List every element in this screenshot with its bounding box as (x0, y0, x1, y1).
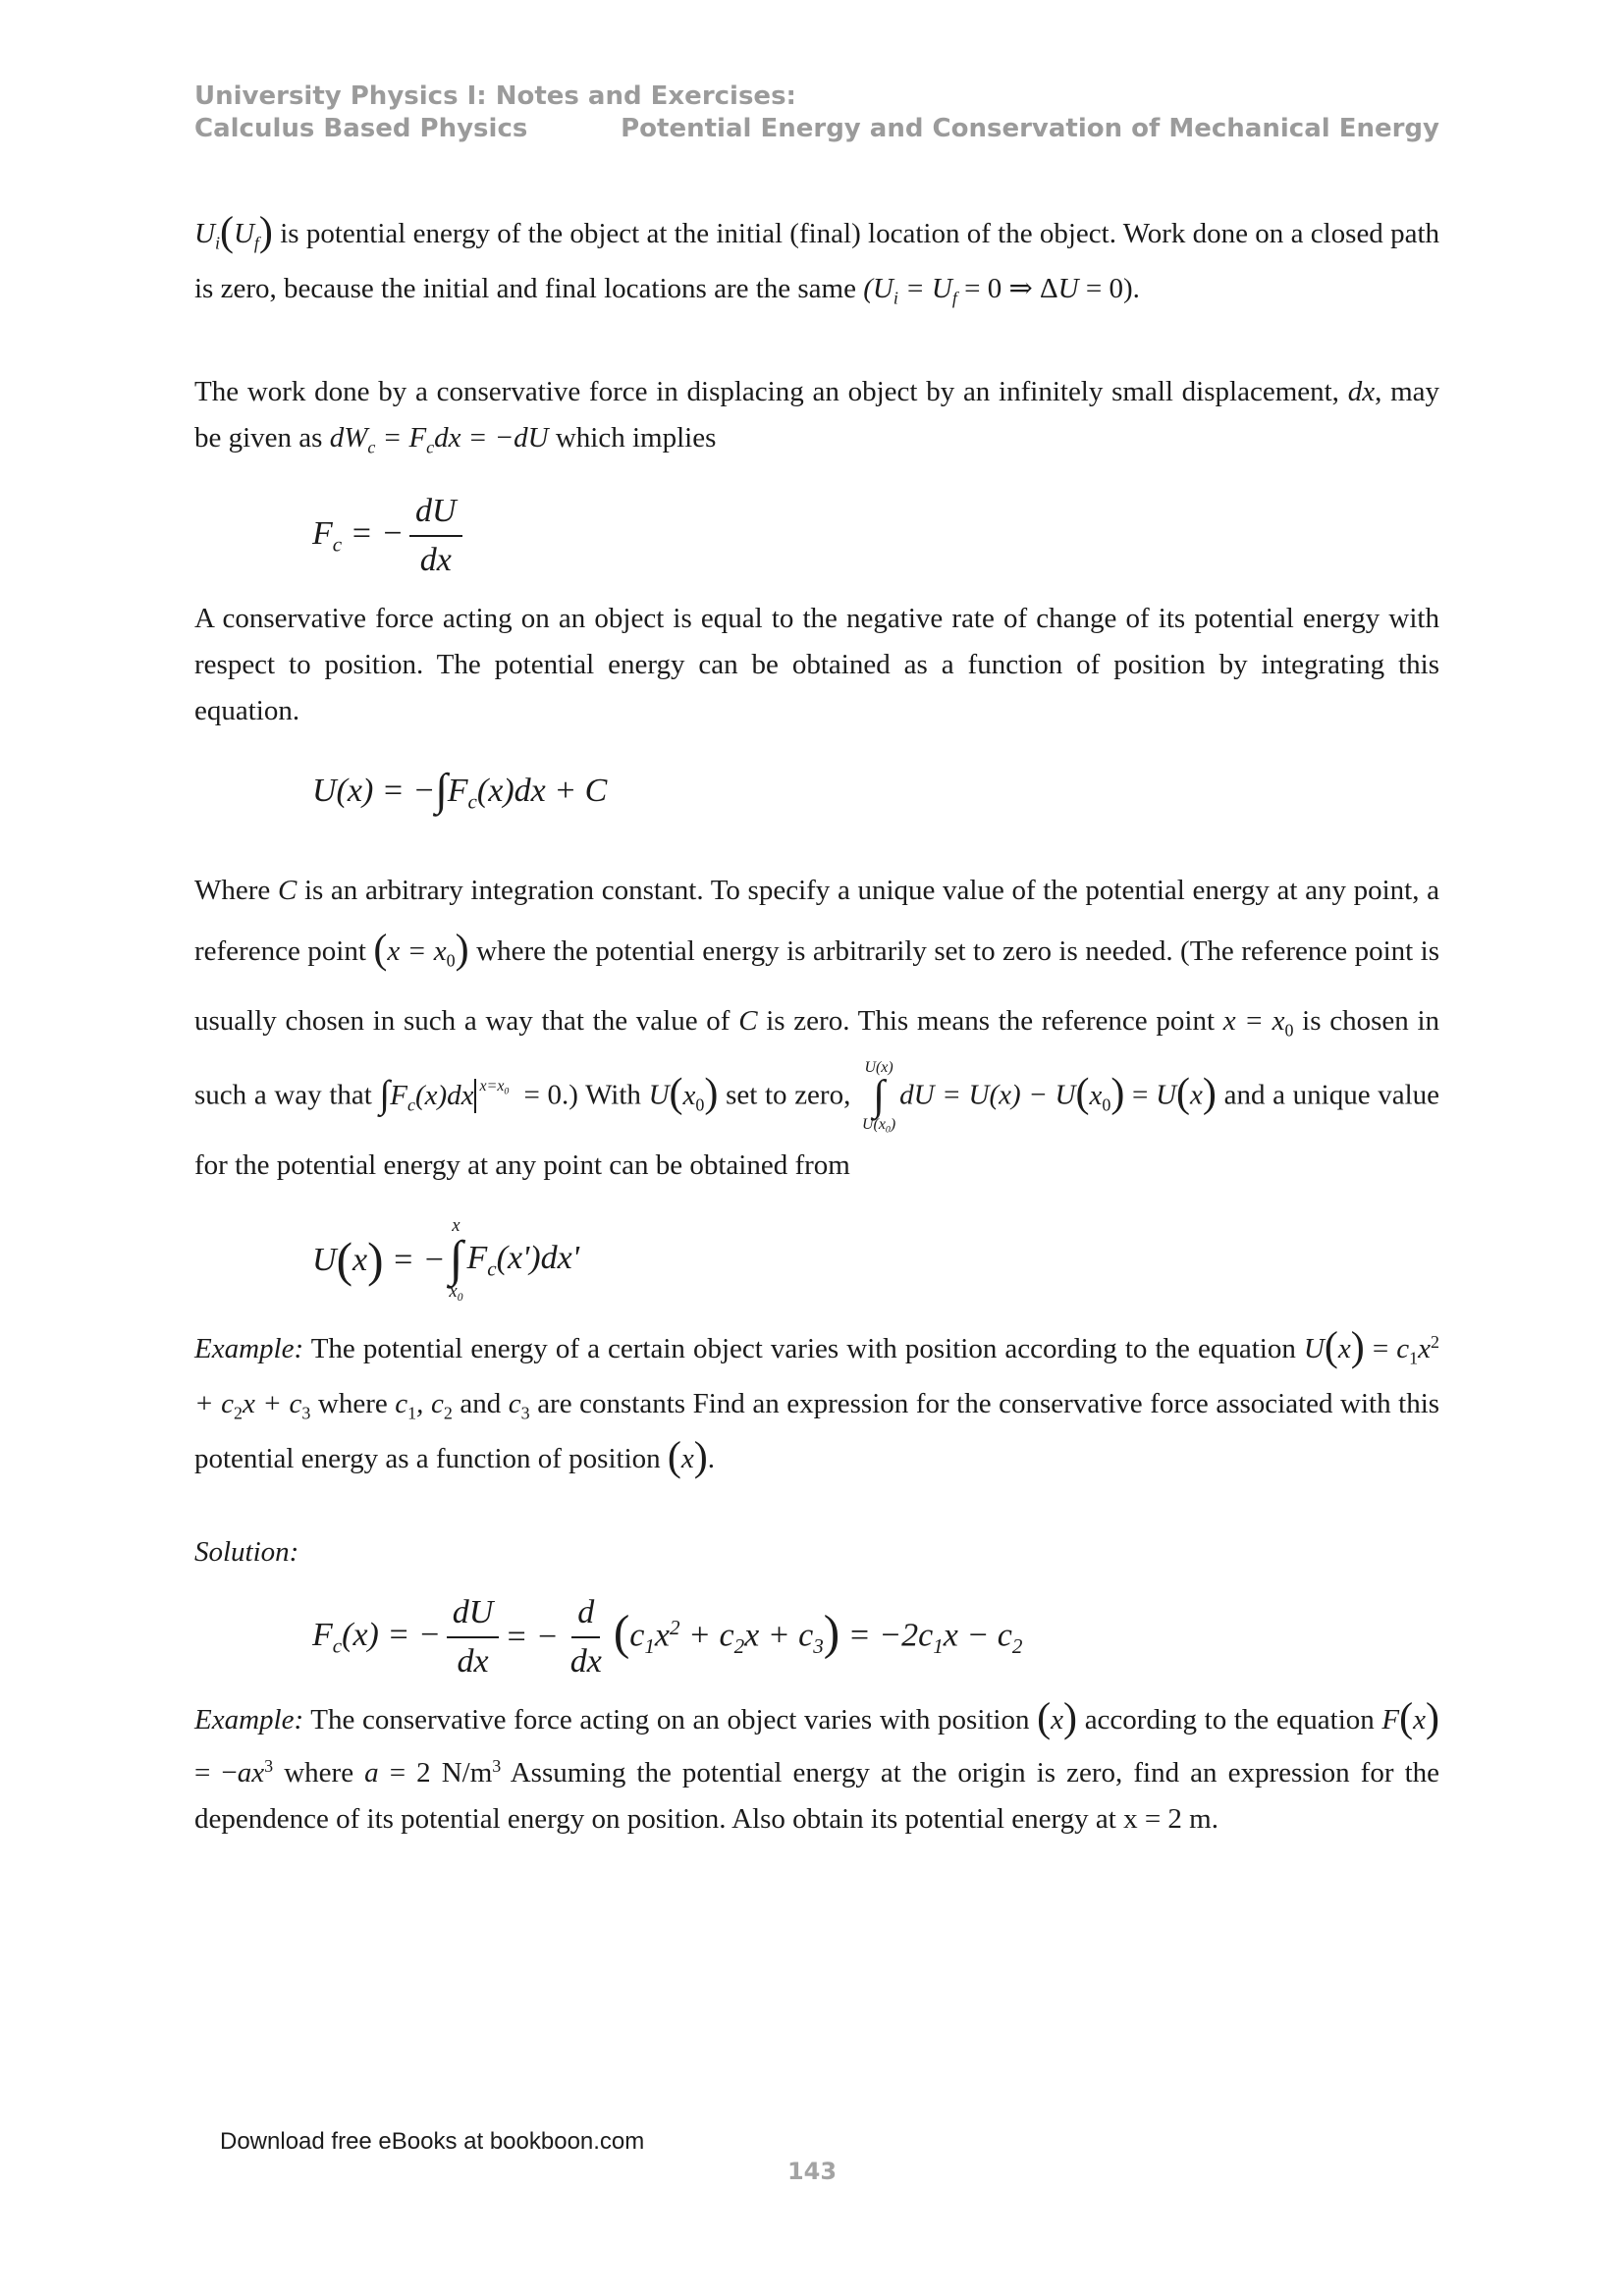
chapter-title: Potential Energy and Conservation of Mechanical Energy (621, 114, 1439, 143)
equation-solution-force: $F_c(x)$ = − $\frac{dU}{dx}$ = − $\frac{d}{dx}$ $(c_1x^2 + c_2x + c_3) = -2c_1x - c_2$ (312, 1591, 1439, 1683)
page-body (194, 211, 1439, 1842)
paragraph-reference-point: Where C is an arbitrary integration constant. To specify a unique value of the potential energy at any point, a reference point $(x = x_0)$ where the potential energy is arbitrarily set to zero is needed. (The reference point is usually chosen in such a way that the value of C is zero. This means the reference point $x = x_0$ is chosen in such a way that $\int F_c(x)dx$ $x=x_0$ = 0.) With $U(x_0)$ set to zero, U(x) ∫ $U(x_0)$ dU = $U(x) - U(x_0) = U(x)$ and a unique value for the potential energy at any point can be obtained from (194, 874, 1440, 1182)
solution-label: Solution: (194, 1536, 299, 1569)
equation-potential-integral: $U(x) = -\int F_c(x)dx + C$ (312, 764, 608, 815)
paragraph-conservative-force: A conservative force acting on an object is equal to the negative rate of change of its potential energy with respect to position. The potential energy can be obtained as a function of position by integrating this equation. (194, 602, 1439, 726)
example-1: Example: The potential energy of a certain object varies with position according to the equation $U(x) = c_1x^2 + c_2x + c_3$ where $c_1$, $c_2$ and $c_3$ are constants Find an expression for the conservative force associated with this potential energy as a function of position (x). (194, 1324, 1440, 1480)
book-title-line1: University Physics I: Notes and Exercises: (194, 81, 796, 111)
equation-force-derivative: $F_c$ = − $\frac{dU}{dx}$ (312, 490, 1439, 582)
book-title-line2: Calculus Based Physics (194, 114, 528, 143)
paragraph-work-conservative: The work done by a conservative force in displacing an object by an infinitely small displacement, dx, may be given as $dW_c = F_cdx = -dU$ which implies (194, 375, 1439, 456)
equation-potential-definite-integral: U ( x ) = − x ∫ $x_0$ $F_c(x')dx'$ (312, 1215, 579, 1305)
page-number: 143 (786, 2158, 838, 2185)
paragraph-closed-path: $U_i(U_f)$ is potential energy of the object at the initial (final) location of the object. Work done on a closed path is zero, because the initial and final locations are the same ($U_i = U_f = 0$ ⇒ ΔU = 0). (194, 209, 1440, 308)
example-2: Example: The conservative force acting on an object varies with position (x) according to the equation $F(x) = -ax^3$ where a = 2 $N/m^3$ Assuming the potential energy at the origin is zero, find an expression for the dependence of its potential energy on position. Also obtain its potential energy at x = 2 m. (194, 1695, 1440, 1836)
download-ebooks-link[interactable]: Download free eBooks at bookboon.com (220, 2128, 645, 2155)
